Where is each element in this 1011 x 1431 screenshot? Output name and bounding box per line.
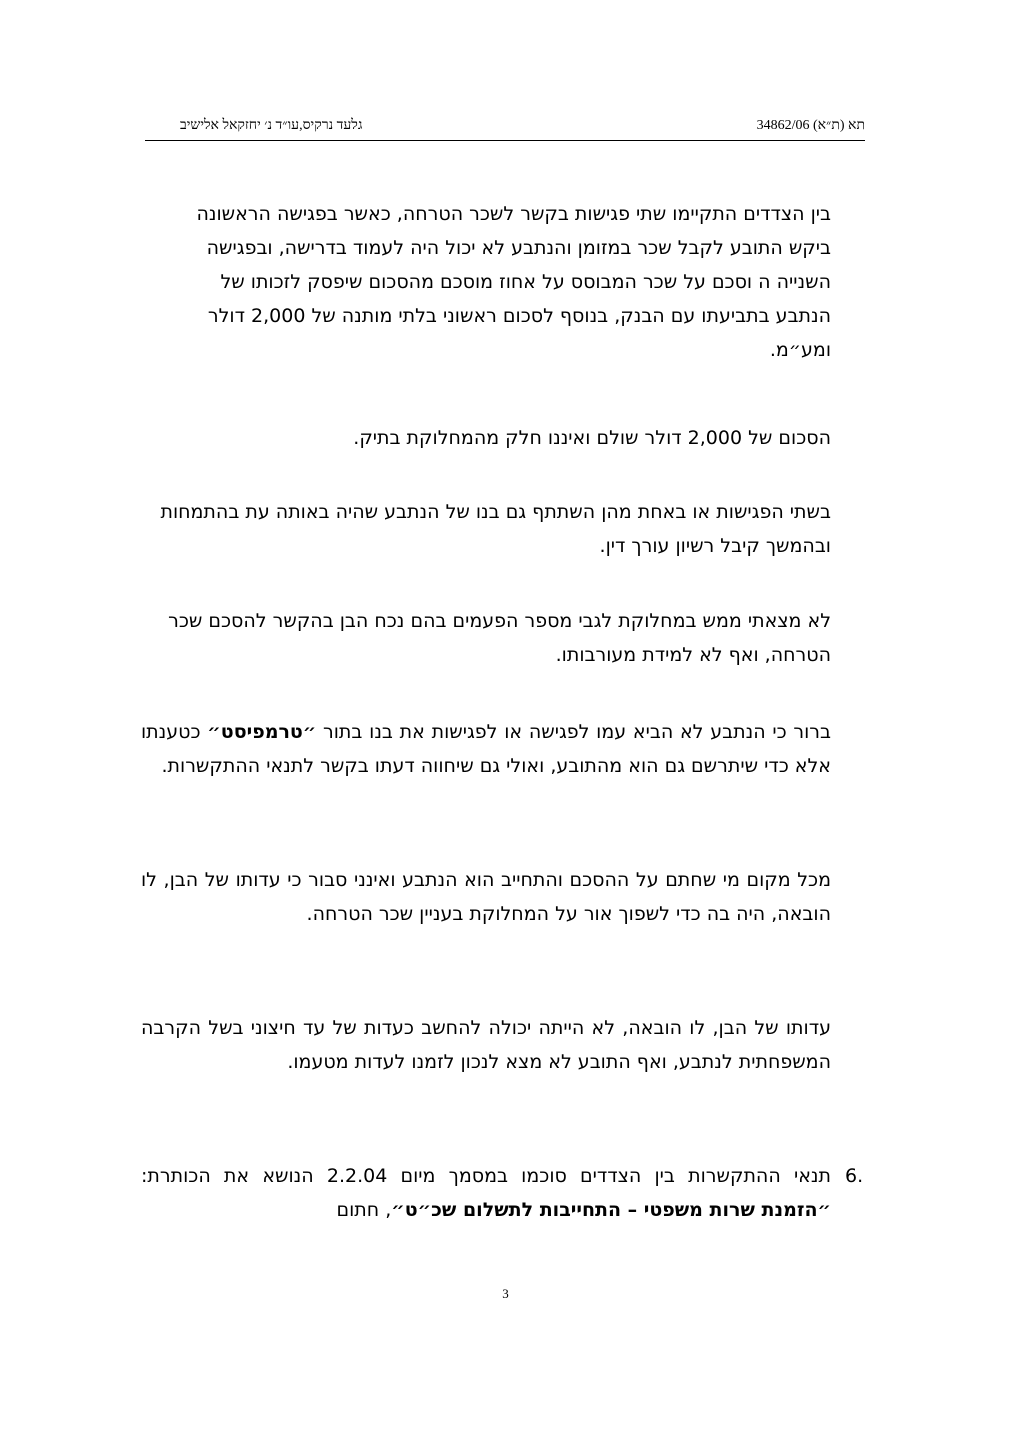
document-title-quote: ״הזמנת שרות משפטי – התחייבות לתשלום שכ״ט״: [391, 1199, 831, 1221]
case-number: תא (ת״א) 34862/06: [756, 118, 865, 133]
paragraph-son-participation: בשתי הפגישות או באחת מהן השתתף גם בנו של הנתבע שהיה באותה עת בהתמחות ובהמשך קיבל רשיון עורך דין.: [160, 501, 831, 557]
page-number: 3: [502, 1286, 509, 1301]
paragraph-meetings: בין הצדדים התקיימו שתי פגישות בקשר לשכר הטרחה, כאשר בפגישה הראשונה ביקש התובע לקבל שכר במזומן והנתבע לא יכול היה לעמוד בדרישה, ובפגישה השנייה ה וסכם על שכר המבוסס על אחוז מוסכם מהסכום שיפסק לזכותו של הנתבע בתביעתו עם הבנק, בנוסף לסכום ראשוני בלתי מותנה של 2,000 דולר ומע״מ.: [196, 203, 831, 361]
paragraph-hitchhiker-start: ברור כי הנתבע לא הביא עמו לפגישה או לפגישות את בנו בתור: [323, 721, 831, 743]
paragraph-terms-end: , חתום: [336, 1199, 392, 1221]
case-parties: גלעד נרקיס,עו״ד נ׳ יחזקאל אלישיב: [180, 118, 363, 133]
paragraph-son-presence: לא מצאתי ממש במחלוקת לגבי מספר הפעמים בהם נכח הבן בהקשר להסכם שכר הטרחה, ואף לא למידת מעורבותו.: [168, 610, 831, 666]
paragraph-hitchhiker: [141, 715, 831, 783]
paragraph-hitchhiker-bold: ״טרמפיסט״: [207, 721, 317, 743]
paragraph-payment: הסכום של 2,000 דולר שולם ואיננו חלק מהמחלוקת בתיק.: [353, 427, 831, 449]
section-number: 6.: [845, 1165, 864, 1187]
paragraph-terms: [141, 1159, 831, 1227]
paragraph-testimony: עדותו של הבן, לו הובאה, לא הייתה יכולה להחשב כעדות של עד חיצוני בשל הקרבה המשפחתית לנתבע, ואף התובע לא מצא לנכון לזמנו לעדות מטעמו.: [141, 1017, 831, 1073]
page-header: [145, 118, 865, 141]
paragraph-terms-start: תנאי ההתקשרות בין הצדדים סוכמו במסמך מיום 2.2.04 הנושא את הכותרת:: [141, 1165, 831, 1187]
paragraph-hitchhiker-end: כטענתו אלא כדי שיתרשם גם הוא מהתובע, ואולי גם שיחווה דעתו בקשר לתנאי ההתקשרות.: [141, 721, 831, 777]
paragraph-signatory: מכל מקום מי שחתם על ההסכם והתחייב הוא הנתבע ואינני סבור כי עדותו של הבן, לו הובאה, היה בה כדי לשפוך אור על המחלוקת בעניין שכר הטרחה.: [141, 869, 831, 925]
